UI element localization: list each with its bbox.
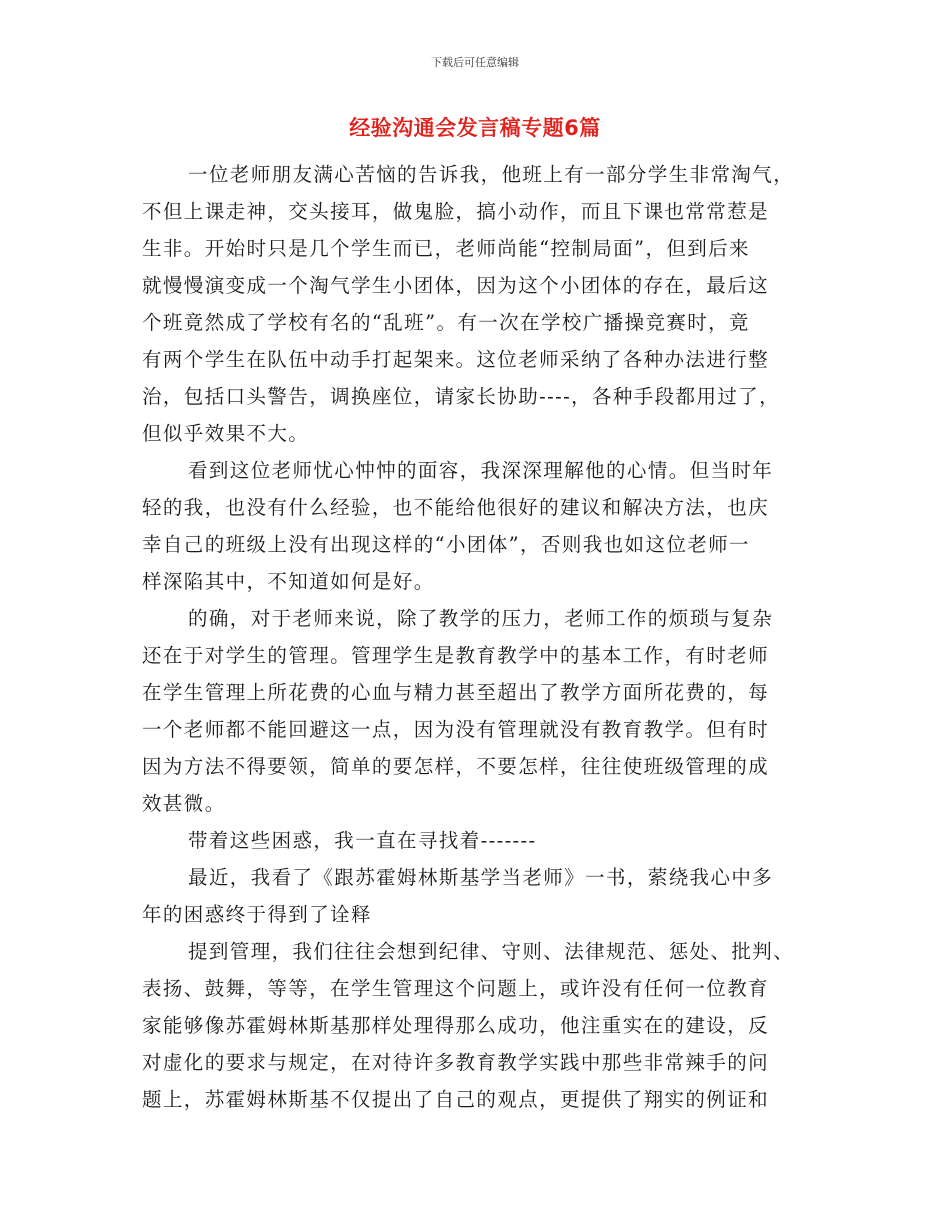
body-line: 带着这些困惑，我一直在寻找着-------: [188, 829, 537, 852]
body-line: 因为方法不得要领，简单的要怎样，不要怎样，往往使班级管理的成: [142, 755, 770, 778]
document-body: [142, 156, 808, 1118]
body-line: 的确，对于老师来说，除了教学的压力，老师工作的烦琐与复杂: [188, 607, 774, 630]
body-line: 提到管理，我们往往会想到纪律、守则、法律规范、惩处、批判、: [188, 940, 795, 963]
body-line: 就慢慢演变成一个淘气学生小团体，因为这个小团体的存在，最后这: [142, 274, 770, 297]
body-line: 还在于对学生的管理。管理学生是教育教学中的基本工作，有时老师: [142, 644, 770, 667]
body-line: 表扬、鼓舞，等等，在学生管理这个问题上，或许没有任何一位教育: [142, 977, 770, 1000]
body-line: 幸自己的班级上没有出现这样的“小团体”，否则我也如这位老师一: [142, 533, 750, 556]
body-line: 不但上课走神，交头接耳，做鬼脸，搞小动作，而且下课也常常惹是: [142, 200, 770, 223]
body-line: 效甚微。: [142, 792, 226, 815]
body-line: 有两个学生在队伍中动手打起架来。这位老师采纳了各种办法进行整: [142, 348, 770, 371]
body-line: 最近，我看了《跟苏霍姆林斯基学当老师》一书，萦绕我心中多: [188, 866, 774, 889]
body-line: 家能够像苏霍姆林斯基那样处理得那么成功，他注重实在的建设，反: [142, 1014, 770, 1037]
header-note: 下载后可任意编辑: [431, 56, 519, 69]
body-line: 治，包括口头警告，调换座位，请家长协助----，各种手段都用过了，: [142, 385, 781, 408]
body-line: 一个老师都不能回避这一点，因为没有管理就没有教育教学。但有时: [142, 718, 770, 741]
body-line: 年的困惑终于得到了诠释: [142, 903, 372, 926]
body-line: 对虚化的要求与规定，在对待许多教育教学实践中那些非常辣手的问: [142, 1051, 770, 1074]
body-line: 题上，苏霍姆林斯基不仅提出了自己的观点，更提供了翔实的例证和: [142, 1088, 770, 1111]
body-line: 但似乎效果不大。: [142, 422, 310, 445]
body-line: 个班竟然成了学校有名的“乱班”。有一次在学校广播操竞赛时，竟: [142, 311, 750, 334]
body-line: 轻的我，也没有什么经验，也不能给他很好的建议和解决方法，也庆: [142, 496, 770, 519]
body-line: 在学生管理上所花费的心血与精力甚至超出了教学方面所花费的，每: [142, 681, 770, 704]
body-line: 看到这位老师忧心忡忡的面容，我深深理解他的心情。但当时年: [188, 459, 774, 482]
document-title: 经验沟通会发言稿专题6篇: [349, 116, 601, 140]
body-line: 样深陷其中，不知道如何是好。: [142, 570, 435, 593]
body-line: 一位老师朋友满心苦恼的告诉我，他班上有一部分学生非常淘气，: [188, 163, 795, 186]
body-line: 生非。开始时只是几个学生而已，老师尚能“控制局面”，但到后来: [142, 237, 750, 260]
